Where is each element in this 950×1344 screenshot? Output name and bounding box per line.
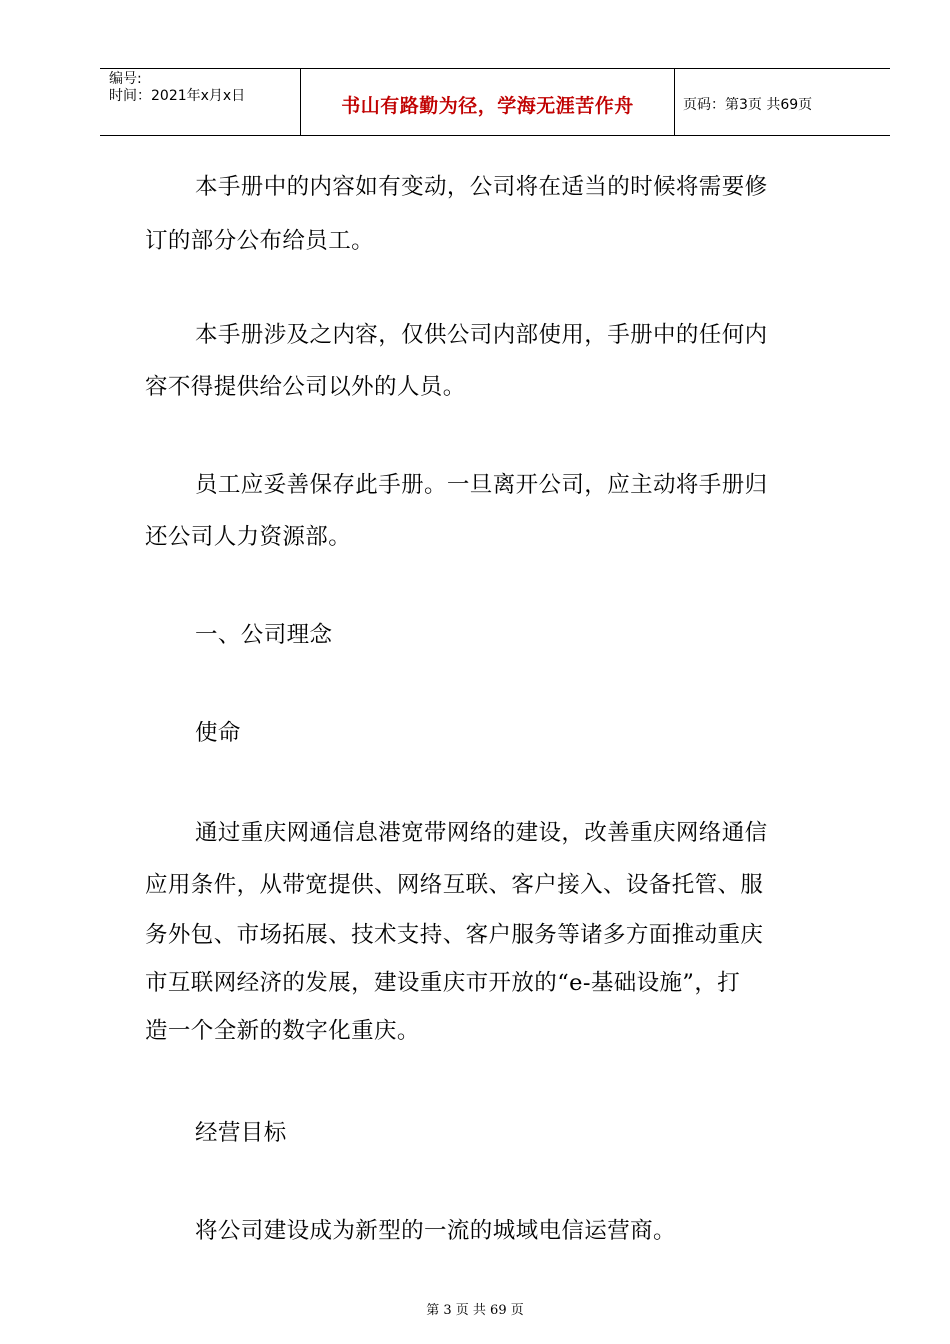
mission-line-1: 通过重庆网通信息港宽带网络的建设，改善重庆网络通信 <box>195 820 768 846</box>
header-motto-cell <box>301 69 675 135</box>
paragraph-1-line-2: 订的部分公布给员工。 <box>145 228 375 254</box>
mission-heading: 使命 <box>195 720 241 746</box>
paragraph-2-line-1: 本手册涉及之内容，仅供公司内部使用，手册中的任何内 <box>195 322 768 348</box>
section-heading: 一、公司理念 <box>195 622 333 648</box>
page-footer: 第 3 页 共 69 页 <box>426 1303 524 1318</box>
header-meta-cell <box>100 69 301 135</box>
mission-line-3: 务外包、市场拓展、技术支持、客户服务等诸多方面推动重庆 <box>145 922 764 948</box>
serial-label: 编号: <box>109 71 142 87</box>
paragraph-3-line-1: 员工应妥善保存此手册。一旦离开公司，应主动将手册归 <box>195 472 768 498</box>
mission-line-2: 应用条件，从带宽提供、网络互联、客户接入、设备托管、服 <box>145 872 764 898</box>
paragraph-2-line-2: 容不得提供给公司以外的人员。 <box>145 374 466 400</box>
motto-text: 书山有路勤为径，学海无涯苦作舟 <box>341 94 634 117</box>
header-page-cell <box>675 69 890 135</box>
paragraph-1-line-1: 本手册中的内容如有变动，公司将在适当的时候将需要修 <box>195 174 768 200</box>
goal-heading: 经营目标 <box>195 1120 287 1146</box>
time-label: 时间：2021年x月x日 <box>109 88 246 104</box>
mission-line-4: 市互联网经济的发展，建设重庆市开放的“e-基础设施”，打 <box>145 970 741 996</box>
goal-line-1: 将公司建设成为新型的一流的城域电信运营商。 <box>195 1218 676 1244</box>
page-header <box>100 68 890 136</box>
mission-line-5: 造一个全新的数字化重庆。 <box>145 1018 420 1044</box>
page-info: 页码：第3页 共69页 <box>683 97 813 113</box>
paragraph-3-line-2: 还公司人力资源部。 <box>145 524 352 550</box>
